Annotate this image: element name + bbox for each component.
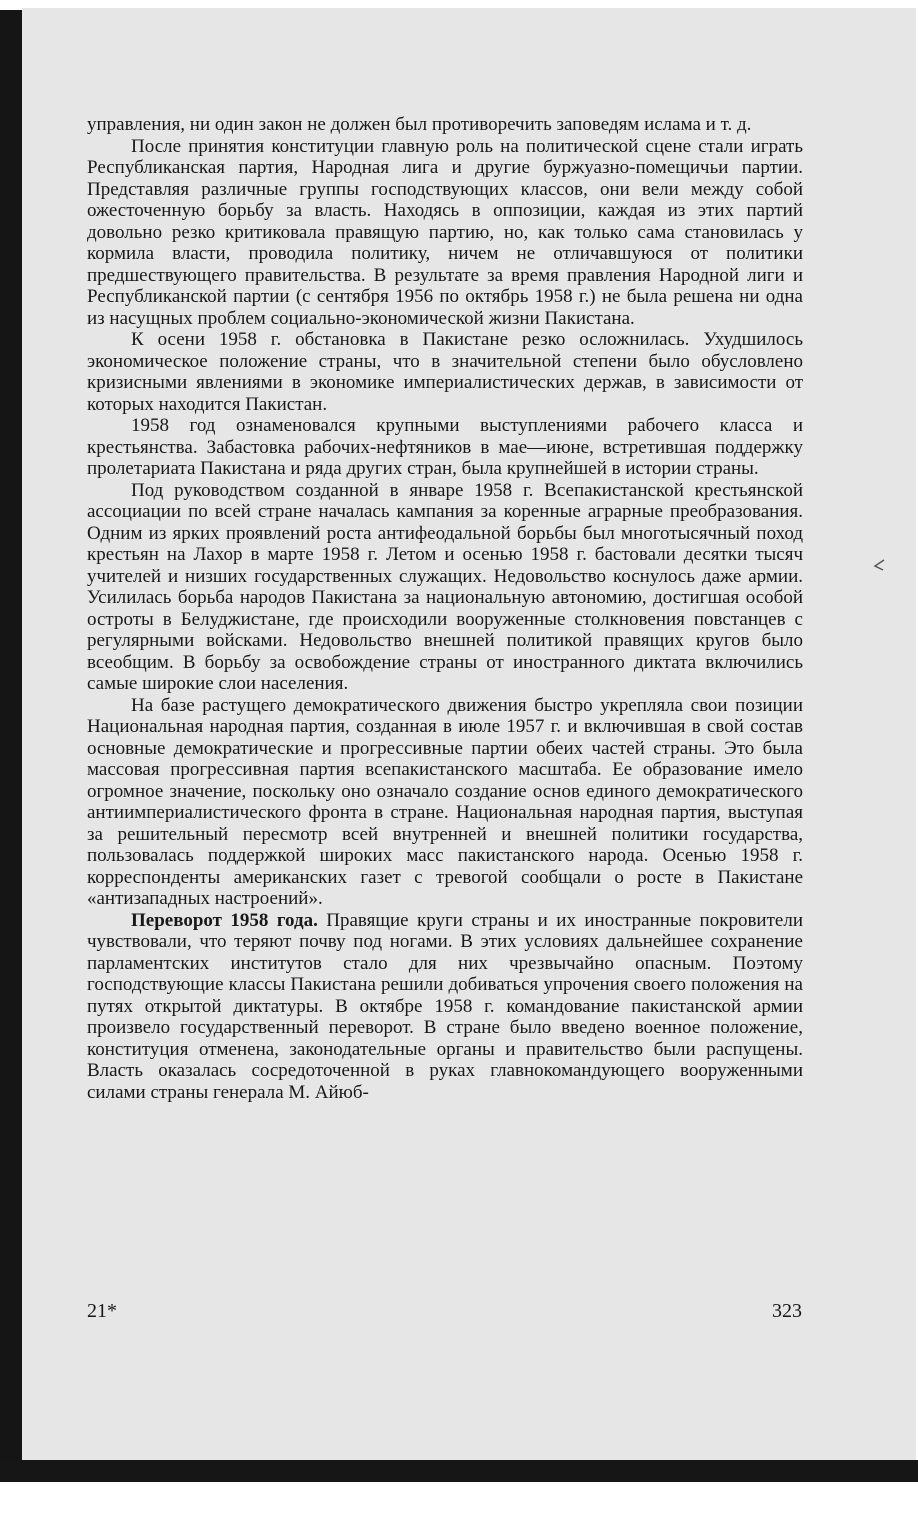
margin-pencil-mark-icon (872, 558, 886, 572)
paragraph-1958-strikes: 1958 год ознаменовался крупными выступлениями рабочего класса и крестьянства. Забастовка рабочих-нефтяников в мае—июне, встретившая поддержку пролетариата Пакистана и ряда других стран, была крупнейшей в истории страны. (87, 415, 803, 479)
body-text (87, 114, 803, 1103)
signature-mark: 21* (87, 1300, 117, 1322)
scan-left-shadow (0, 10, 22, 1480)
section-text: Правящие круги страны и их иностранные покровители чувствовали, что теряют почву под ногами. В этих условиях дальнейшее сохранение парламентских институтов стало для них чрезвычайно опасным. Поэтому господствующие классы Пакистана решили добиваться упрочения своего положения на путях открытой диктатуры. В октябре 1958 г. командование пакистанской армии произвело государственный переворот. В стране было введено военное положение, конституция отменена, законодательные органы и правительство были распущены. Власть оказалась сосредоточенной в руках главнокомандующего вооруженными силами страны генерала М. Айюб- (87, 909, 803, 1103)
paragraph-constitution: После принятия конституции главную роль на политической сцене стали играть Республиканская партия, Народная лига и другие буржуазно-помещичьи партии. Представляя различные группы господствующих классов, они вели между собой ожесточенную борьбу за власть. Находясь в оппозиции, каждая из этих партий довольно резко критиковала правящую партию, но, как только сама становилась у кормила власти, проводила политику, ничем не отличавшуюся от политики предшествующего правительства. В результате за время правления Народной лиги и Республиканской партии (с сентября 1956 по октябрь 1958 г.) не была решена ни одна из насущных проблем социально-экономической жизни Пакистана. (87, 135, 803, 329)
page-number: 323 (772, 1300, 802, 1322)
scan-bottom-shadow (0, 1460, 918, 1482)
section-heading: Переворот 1958 года. (131, 909, 318, 931)
paragraph-coup-1958 (87, 910, 803, 1104)
paragraph-continuation: управления, ни один закон не должен был противоречить заповедям ислама и т. д. (87, 114, 752, 135)
paragraph-national-party: На базе растущего демократического движения быстро укрепляла свои позиции Национальная народная партия, созданная в июле 1957 г. и включившая в свой состав основные демократические и прогрессивные партии обеих частей страны. Это была массовая прогрессивная партия всепакистанского масштаба. Ее образование имело огромное значение, поскольку оно означало создание основ единого демократического антиимпериалистического фронта в стране. Национальная народная партия, выступая за решительный пересмотр всей внутренней и внешней политики государства, пользовалась поддержкой широких масс пакистанского народа. Осенью 1958 г. корреспонденты американских газет с тревогой сообщали о росте в Пакистане «антизападных настроений». (87, 694, 803, 909)
paragraph-autumn-1958: К осени 1958 г. обстановка в Пакистане резко осложнилась. Ухудшилось экономическое положение страны, что в значительной степени было обусловлено кризисными явлениями в экономике империалистических держав, в зависимости от которых находится Пакистан. (87, 329, 803, 415)
paragraph-peasant-association: Под руководством созданной в январе 1958 г. Всепакистанской крестьянской ассоциации по всей стране началась кампания за коренные аграрные преобразования. Одним из ярких проявлений роста антифеодальной борьбы был многотысячный поход крестьян на Лахор в марте 1958 г. Летом и осенью 1958 г. бастовали десятки тысяч учителей и низших государственных служащих. Недовольство коснулось даже армии. Усилилась борьба народов Пакистана за национальную автономию, достигшая особой остроты в Белуджистане, где происходили вооруженные столкновения повстанцев с регулярными войсками. Недовольство внешней политикой правящих кругов было всеобщим. В борьбу за освобождение страны от иностранного диктата включились самые широкие слои населения. (87, 479, 803, 694)
